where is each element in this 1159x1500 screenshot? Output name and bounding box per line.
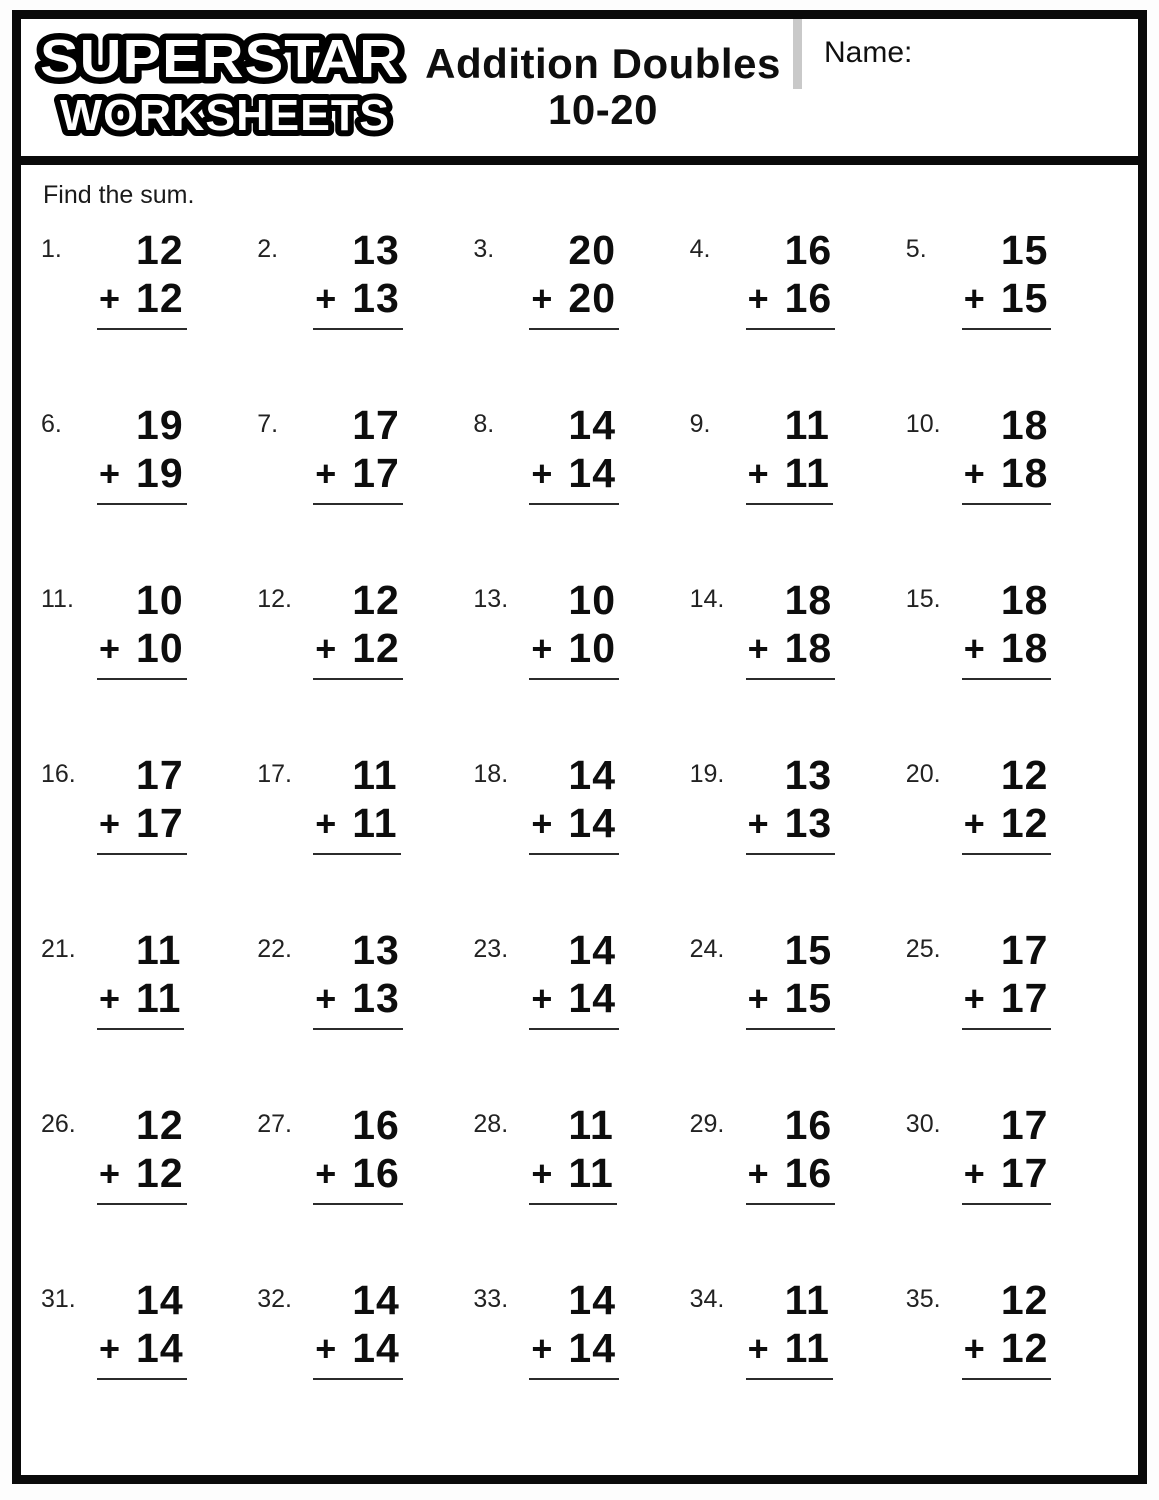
problem-number: 21. [41,935,76,963]
top-addend: 12 [352,577,400,623]
problem [473,920,689,1095]
addition-stack [746,1277,833,1380]
plus-operator: + [747,452,769,494]
addition-stack [746,577,836,680]
bottom-addend: 12 [1000,800,1049,846]
addition-stack [313,927,403,1030]
stack-row2 [315,800,398,846]
bottom-addend: 13 [352,975,400,1021]
problem [41,920,257,1095]
problem-number: 8. [473,410,495,438]
problem-number: 19. [689,760,725,788]
top-addend: 16 [784,1102,833,1148]
stack-row2 [963,450,1049,496]
plus-operator: + [531,1327,553,1369]
plus-operator: + [963,977,985,1019]
addition-stack [313,1277,403,1380]
problem-number: 31. [41,1285,76,1313]
plus-operator: + [99,452,121,494]
plus-operator: + [99,1327,121,1369]
problem-number: 11. [41,585,74,613]
stack-row2 [315,275,400,321]
problem [690,395,906,570]
bottom-addend: 18 [1000,625,1049,671]
bottom-addend: 10 [568,625,617,671]
addition-stack [962,927,1052,1030]
problem [41,395,257,570]
problem-number: 30. [905,1110,941,1138]
plus-operator: + [315,802,337,844]
top-addend: 15 [1000,227,1049,273]
stack-row2 [963,1325,1049,1371]
stack-row2 [531,800,617,846]
problem [690,220,906,395]
problem-number: 18. [473,760,509,788]
plus-operator: + [531,977,553,1019]
top-addend: 14 [352,1277,400,1323]
plus-operator: + [315,277,337,319]
problem [690,1270,906,1445]
plus-operator: + [315,1152,337,1194]
problem-number: 9. [689,410,711,438]
title-line1: Addition Doubles [425,40,781,87]
addition-stack [529,1102,616,1205]
bottom-addend: 19 [136,450,184,496]
top-addend: 12 [1000,1277,1049,1323]
problem [41,1095,257,1270]
addition-stack [746,227,836,330]
problem [473,570,689,745]
problem-number: 24. [689,935,725,963]
bottom-addend: 15 [784,975,833,1021]
addition-stack [962,402,1052,505]
problem-number: 2. [257,235,279,263]
stack-row2 [963,275,1049,321]
bottom-addend: 17 [352,450,400,496]
bottom-addend: 11 [784,450,830,496]
plus-operator: + [747,627,769,669]
problem-number: 1. [41,235,62,263]
bottom-addend: 17 [1000,1150,1049,1196]
bottom-addend: 14 [136,1325,184,1371]
plus-operator: + [531,627,553,669]
plus-operator: + [315,452,337,494]
problem [257,570,473,745]
addition-stack [746,1102,836,1205]
top-addend: 11 [784,1277,830,1323]
addition-stack [97,1277,187,1380]
addition-stack [313,402,403,505]
problem [41,1270,257,1445]
top-addend: 10 [568,577,617,623]
problem-number: 15. [905,585,941,613]
problem [257,1270,473,1445]
top-addend: 13 [352,927,400,973]
addition-stack [962,577,1052,680]
plus-operator: + [531,802,553,844]
problem-number: 12. [257,585,292,613]
bottom-addend: 11 [136,975,182,1021]
stack-row2 [99,625,184,671]
problem-number: 26. [41,1110,76,1138]
addition-stack [97,1102,187,1205]
bottom-addend: 17 [136,800,184,846]
stack-row2 [747,1150,833,1196]
top-addend: 19 [136,402,184,448]
top-addend: 14 [568,1277,617,1323]
problem [906,1095,1122,1270]
problem [257,1095,473,1270]
bottom-addend: 20 [568,275,617,321]
plus-operator: + [747,1152,769,1194]
top-addend: 11 [352,752,398,798]
problem-number: 5. [905,235,927,263]
worksheet-title [413,19,793,133]
problem [906,920,1122,1095]
plus-operator: + [531,452,553,494]
bottom-addend: 12 [136,275,184,321]
stack-row2 [99,450,184,496]
stack-row2 [531,975,617,1021]
stack-row2 [315,625,400,671]
worksheet-body [21,165,1138,1475]
bottom-addend: 12 [352,625,400,671]
problem-number: 27. [257,1110,292,1138]
bottom-addend: 14 [568,450,617,496]
addition-stack [529,1277,619,1380]
addition-stack [746,402,833,505]
problem-number: 34. [689,1285,725,1313]
addition-stack [962,1102,1052,1205]
problem [473,1095,689,1270]
top-addend: 12 [136,227,184,273]
top-addend: 16 [352,1102,400,1148]
plus-operator: + [99,1152,121,1194]
stack-row2 [963,800,1049,846]
bottom-addend: 11 [568,1150,614,1196]
bottom-addend: 12 [1000,1325,1049,1371]
stack-row2 [99,800,184,846]
top-addend: 13 [352,227,400,273]
stack-row2 [531,275,617,321]
top-addend: 18 [1000,402,1049,448]
problem-number: 6. [41,410,62,438]
problem-number: 32. [257,1285,292,1313]
problem [473,745,689,920]
plus-operator: + [99,277,121,319]
plus-operator: + [963,1152,985,1194]
problem-number: 35. [905,1285,941,1313]
addition-stack [313,1102,403,1205]
plus-operator: + [963,277,985,319]
name-section [793,19,1138,156]
stack-row2 [963,1150,1049,1196]
logo-line1: SUPERSTAR [40,29,402,89]
name-label: Name: [824,36,913,69]
problem [257,920,473,1095]
top-addend: 17 [1000,927,1049,973]
problem [257,745,473,920]
addition-stack [97,227,187,330]
top-addend: 11 [568,1102,614,1148]
title-line2: 10-20 [548,86,658,134]
bottom-addend: 14 [568,975,617,1021]
addition-stack [313,227,403,330]
addition-stack [962,227,1052,330]
bottom-addend: 14 [352,1325,400,1371]
stack-row2 [531,1150,614,1196]
problem-number: 17. [257,760,292,788]
addition-stack [529,752,619,855]
top-addend: 10 [136,577,184,623]
stack-row2 [531,450,617,496]
stack-row2 [747,275,833,321]
logo-line2: WORKSHEETS [60,91,390,140]
addition-stack [962,752,1052,855]
problem-number: 33. [473,1285,509,1313]
addition-stack [97,752,187,855]
top-addend: 16 [784,227,833,273]
addition-stack [313,577,403,680]
name-divider-bar [793,19,802,89]
problem-number: 28. [473,1110,509,1138]
problem-number: 14. [689,585,725,613]
problem-number: 23. [473,935,509,963]
bottom-addend: 15 [1000,275,1049,321]
bottom-addend: 18 [784,625,833,671]
top-addend: 14 [136,1277,184,1323]
stack-row2 [315,450,400,496]
plus-operator: + [747,802,769,844]
problem [257,220,473,395]
problem [690,1095,906,1270]
problem [41,570,257,745]
stack-row2 [747,625,833,671]
top-addend: 15 [784,927,833,973]
stack-row2 [531,625,617,671]
stack-row2 [315,975,400,1021]
bottom-addend: 16 [352,1150,400,1196]
plus-operator: + [747,1327,769,1369]
problem-number: 20. [905,760,941,788]
stack-row2 [315,1150,400,1196]
bottom-addend: 16 [784,1150,833,1196]
plus-operator: + [531,1152,553,1194]
addition-stack [97,577,187,680]
problem [690,745,906,920]
problem [906,220,1122,395]
top-addend: 11 [136,927,182,973]
top-addend: 13 [784,752,833,798]
problem-number: 16. [41,760,76,788]
plus-operator: + [963,627,985,669]
plus-operator: + [963,1327,985,1369]
top-addend: 12 [1000,752,1049,798]
bottom-addend: 11 [352,800,398,846]
addition-stack [313,752,400,855]
stack-row2 [747,800,833,846]
superstar-worksheets-logo [21,19,413,147]
top-addend: 14 [568,927,617,973]
addition-stack [746,927,836,1030]
plus-operator: + [963,802,985,844]
problem-number: 29. [689,1110,725,1138]
addition-stack [97,927,184,1030]
stack-row2 [99,1325,184,1371]
plus-operator: + [747,277,769,319]
outer-frame [12,10,1147,1484]
problem [41,220,257,395]
stack-row2 [99,275,184,321]
bottom-addend: 14 [568,800,617,846]
problem-number: 25. [905,935,941,963]
problem [473,220,689,395]
problem-number: 22. [257,935,292,963]
top-addend: 17 [136,752,184,798]
logo-bubble-text-icon [29,25,413,147]
plus-operator: + [99,802,121,844]
plus-operator: + [531,277,553,319]
bottom-addend: 13 [352,275,400,321]
addition-stack [962,1277,1052,1380]
bottom-addend: 12 [136,1150,184,1196]
instructions-text: Find the sum. [43,181,195,209]
top-addend: 18 [784,577,833,623]
plus-operator: + [747,977,769,1019]
bottom-addend: 11 [784,1325,830,1371]
top-addend: 14 [568,752,617,798]
bottom-addend: 16 [784,275,833,321]
stack-row2 [963,975,1049,1021]
problem-number: 3. [473,235,495,263]
bottom-addend: 17 [1000,975,1049,1021]
stack-row2 [531,1325,617,1371]
problem [473,395,689,570]
problem [257,395,473,570]
addition-stack [529,227,619,330]
problem [906,1270,1122,1445]
top-addend: 18 [1000,577,1049,623]
problem [690,920,906,1095]
problem [906,395,1122,570]
problem [41,745,257,920]
bottom-addend: 18 [1000,450,1049,496]
bottom-addend: 10 [136,625,184,671]
plus-operator: + [963,452,985,494]
top-addend: 17 [1000,1102,1049,1148]
stack-row2 [747,450,830,496]
problem [906,745,1122,920]
stack-row2 [315,1325,400,1371]
problem-number: 7. [257,410,279,438]
plus-operator: + [99,977,121,1019]
stack-row2 [747,975,833,1021]
stack-row2 [99,975,182,1021]
top-addend: 11 [784,402,830,448]
stack-row2 [963,625,1049,671]
stack-row2 [747,1325,830,1371]
bottom-addend: 14 [568,1325,617,1371]
addition-stack [746,752,836,855]
top-addend: 20 [568,227,617,273]
plus-operator: + [315,1327,337,1369]
addition-stack [97,402,187,505]
header [21,19,1138,165]
top-addend: 14 [568,402,617,448]
addition-stack [529,577,619,680]
plus-operator: + [315,627,337,669]
problem-number: 13. [473,585,509,613]
stack-row2 [99,1150,184,1196]
problem [473,1270,689,1445]
problem-number: 4. [689,235,711,263]
plus-operator: + [315,977,337,1019]
problem-number: 10. [905,410,941,438]
problem [690,570,906,745]
top-addend: 12 [136,1102,184,1148]
problems-grid [41,214,1122,1445]
addition-stack [529,927,619,1030]
bottom-addend: 13 [784,800,833,846]
addition-stack [529,402,619,505]
plus-operator: + [99,627,121,669]
top-addend: 17 [352,402,400,448]
problem [906,570,1122,745]
